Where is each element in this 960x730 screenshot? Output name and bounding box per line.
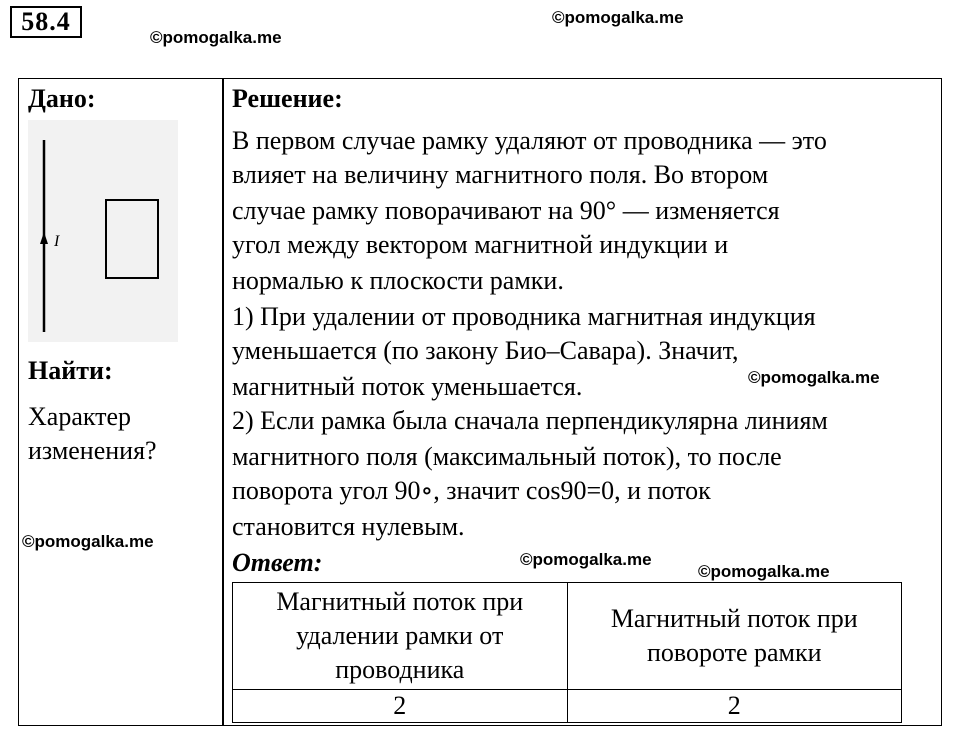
find-text (28, 400, 218, 468)
watermark: ©pomogalka.me (520, 550, 652, 569)
answer-title: Ответ: (232, 548, 323, 577)
solution-line: нормалью к плоскости рамки. (232, 266, 564, 295)
solution-title: Решение: (232, 84, 343, 113)
answer-value-removal: 2 (233, 690, 568, 723)
column-divider (222, 78, 224, 726)
watermark: ©pomogalka.me (698, 562, 830, 581)
solution-line: 1) При удалении от проводника магнитная индукция (232, 302, 816, 331)
watermark: ©pomogalka.me (552, 8, 684, 27)
find-title: Найти: (28, 356, 113, 385)
solution-line: становится нулевым. (232, 512, 465, 541)
answer-header-rotation: Магнитный поток при повороте рамки (567, 583, 902, 690)
answer-header-row (233, 583, 902, 690)
solution-line: поворота угол 90∘, значит cos90=0, и поток (232, 476, 711, 505)
current-label: I (54, 233, 60, 250)
watermark: ©pomogalka.me (22, 532, 154, 551)
answer-value-row (233, 690, 902, 723)
given-title: Дано: (28, 84, 96, 113)
watermark: ©pomogalka.me (150, 28, 282, 47)
conductor-frame-figure (28, 120, 178, 342)
answer-table (232, 582, 902, 723)
watermark: ©pomogalka.me (748, 368, 880, 387)
conductor-frame-diagram (28, 120, 178, 342)
problem-number: 58.4 (10, 6, 82, 38)
find-line: Характер (28, 402, 132, 431)
solution-line: случае рамку поворачивают на 90° — изменяется (232, 196, 780, 225)
answer-header-removal: Магнитный поток при удалении рамки от проводника (233, 583, 568, 690)
solution-line: угол между вектором магнитной индукции и (232, 230, 729, 259)
answer-value-rotation: 2 (567, 690, 902, 723)
solution-line: В первом случае рамку удаляют от проводника — это (232, 126, 827, 155)
solution-line: 2) Если рамка была сначала перпендикулярна линиям (232, 406, 828, 435)
frame-rect (106, 200, 158, 278)
solution-line: магнитного поля (максимальный поток), то после (232, 442, 782, 471)
solution-line: влияет на величину магнитного поля. Во втором (232, 160, 769, 189)
solution-line: магнитный поток уменьшается. (232, 372, 583, 401)
find-line: изменения? (28, 436, 157, 465)
solution-line: уменьшается (по закону Био–Савара). Значит, (232, 336, 739, 365)
current-arrow-icon (40, 232, 48, 244)
